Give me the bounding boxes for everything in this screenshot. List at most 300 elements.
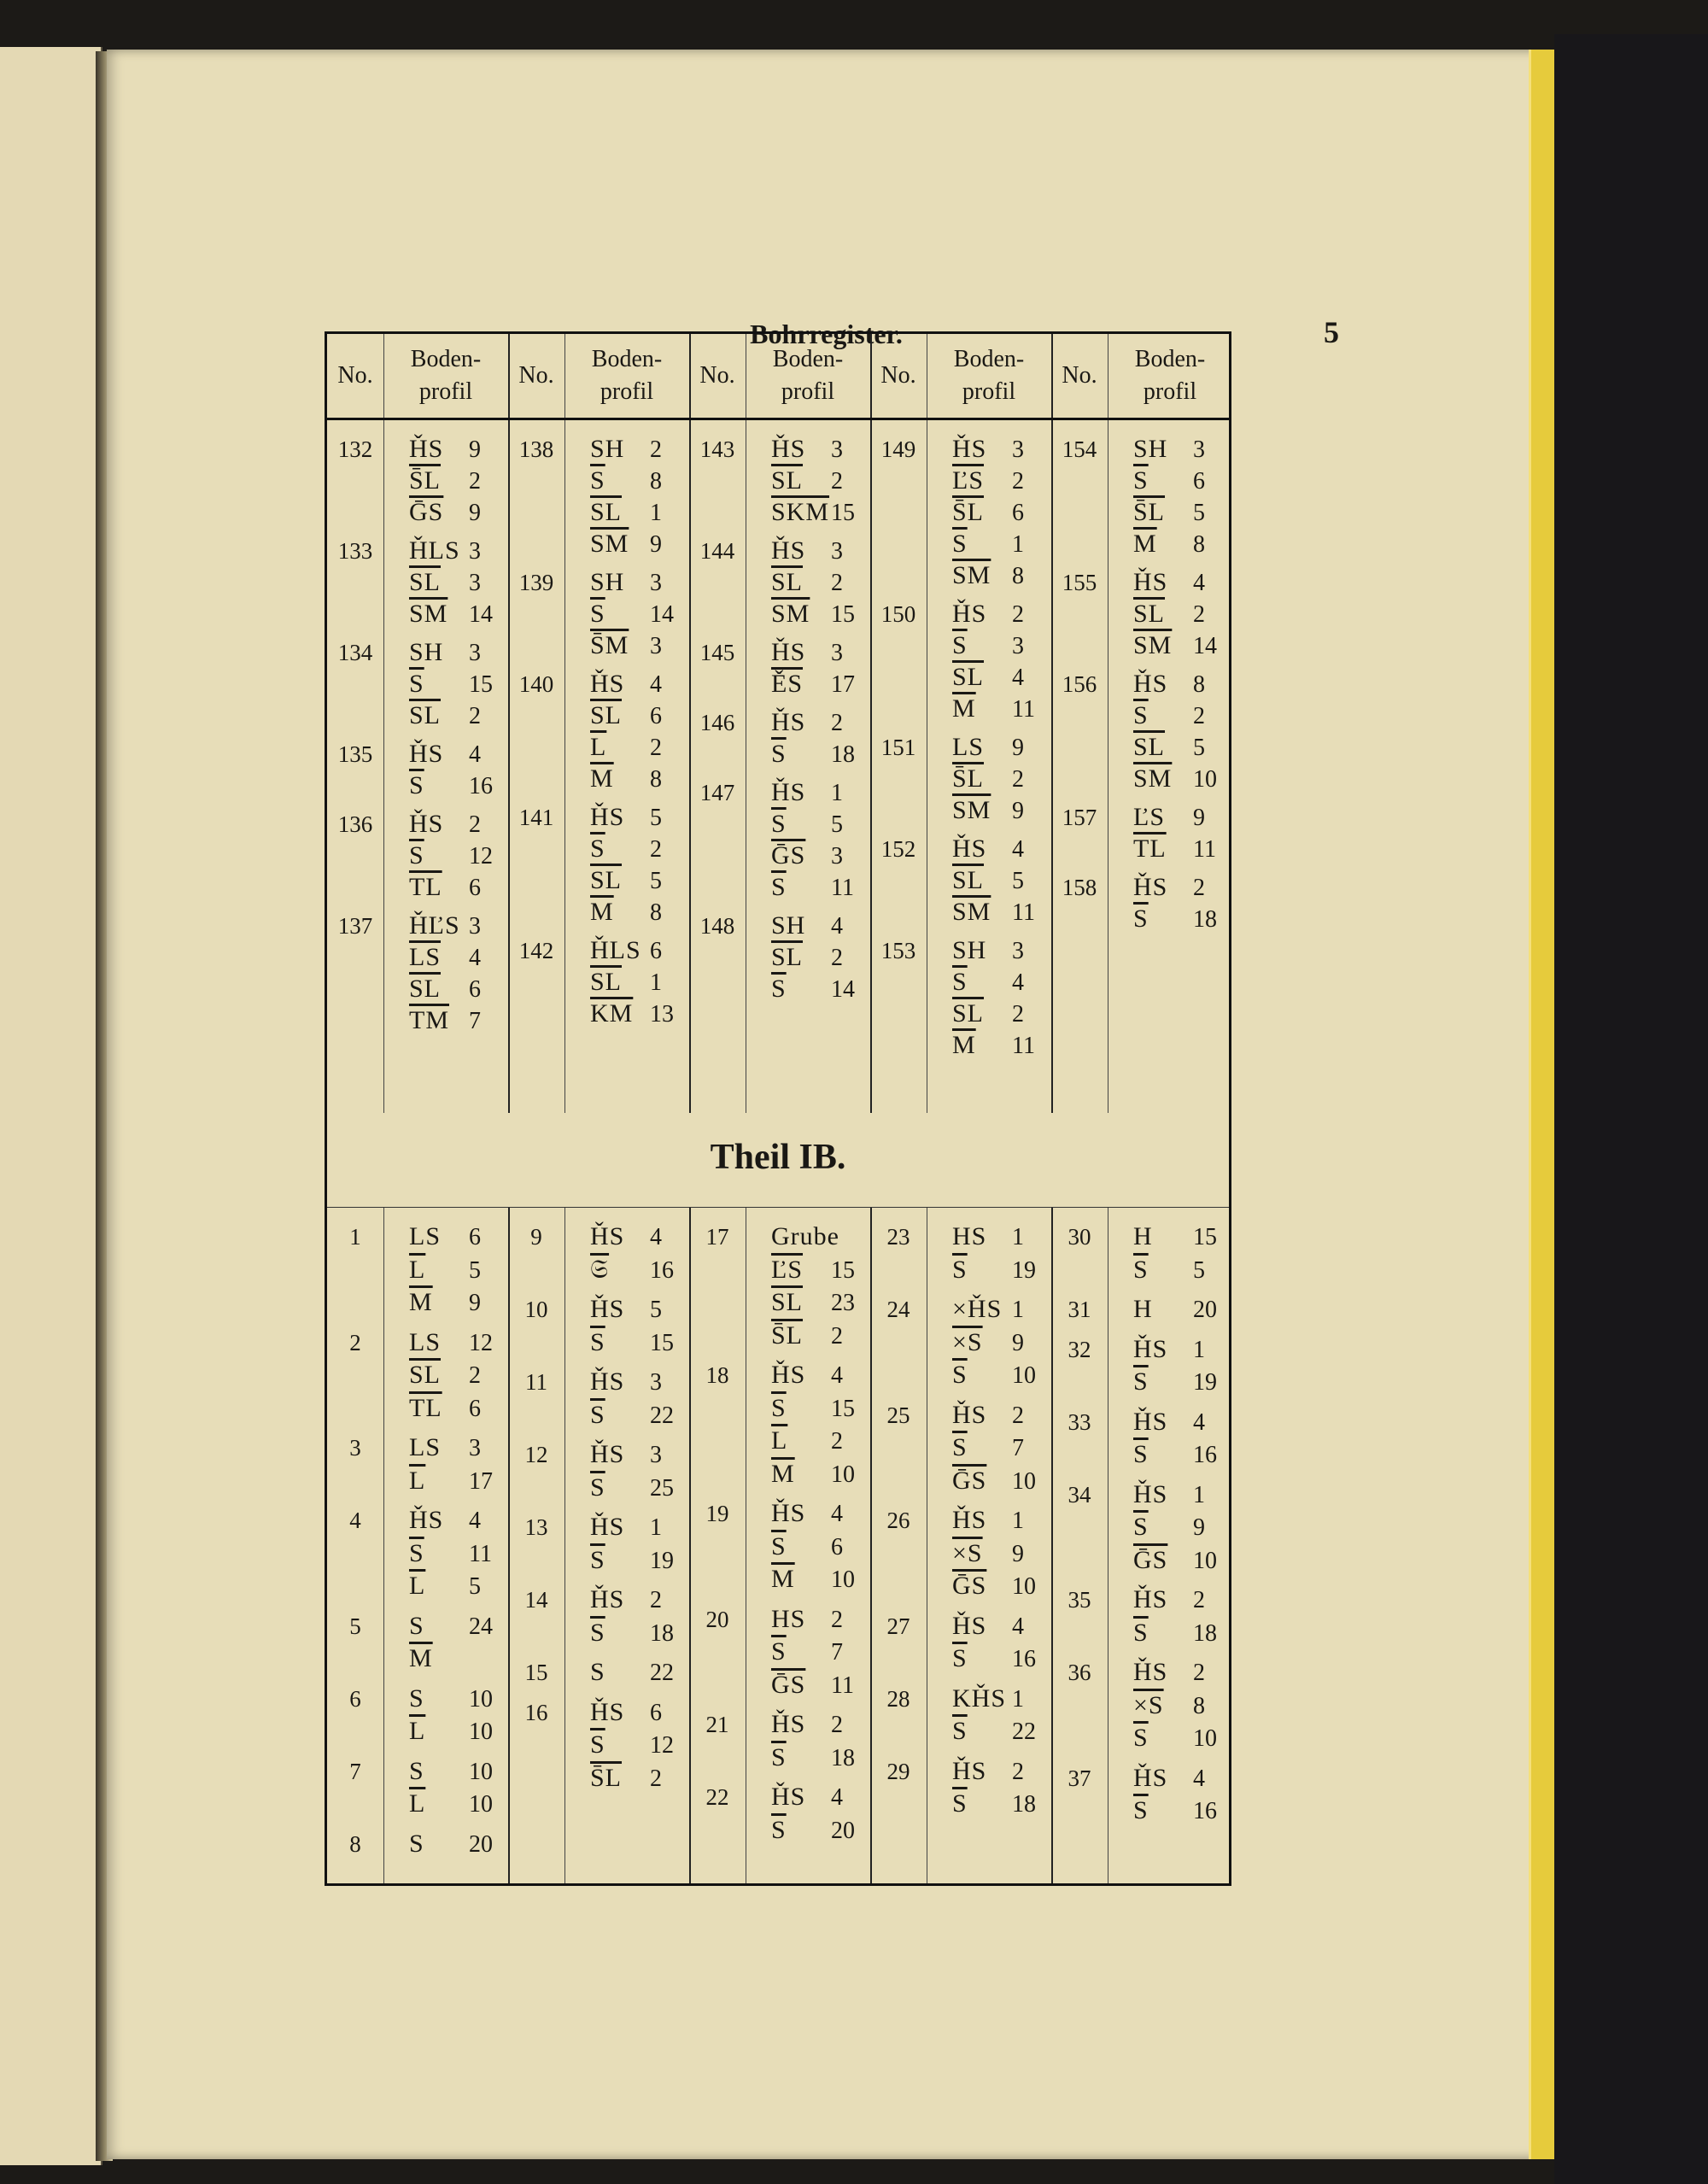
soil-layer-symbol: $\overline{SL}$ [1133, 600, 1166, 628]
entry-number: 1 [349, 1224, 361, 1250]
soil-layer-depth: 4 [1012, 1613, 1024, 1640]
entry-number: 22 [705, 1784, 729, 1810]
soil-layer-symbol: SH [1133, 435, 1168, 463]
soil-layer-depth: 15 [831, 500, 855, 526]
soil-layer-symbol: $\overline{TL}$ [1133, 834, 1167, 863]
soil-layer-symbol: $\overline{S}$ [1133, 1440, 1149, 1468]
soil-layer-symbol: $\overline{SM}$ [952, 796, 991, 824]
soil-layer-depth: 19 [1193, 1369, 1217, 1396]
soil-layer-symbol: ȞS [771, 435, 806, 463]
soil-layer-symbol: $\overline{S}$ [771, 975, 787, 1003]
soil-layer-depth: 22 [1012, 1719, 1036, 1745]
soil-layer-symbol: ȞS [590, 1697, 625, 1726]
soil-layer-depth: 10 [469, 1758, 493, 1785]
soil-layer-depth: 16 [1012, 1646, 1036, 1672]
soil-layer-symbol: $\overline{M}$ [952, 694, 976, 723]
soil-layer-symbol: ȞS [409, 810, 444, 838]
soil-layer-symbol: $\overline{S}$ [409, 670, 424, 698]
soil-layer-depth: 11 [1193, 836, 1216, 863]
soil-layer-symbol: HS [952, 1222, 987, 1250]
soil-layer-depth: 4 [831, 1784, 843, 1811]
soil-layer-symbol: ȞS [1133, 1334, 1168, 1363]
soil-layer-symbol: S̄M [590, 631, 629, 659]
soil-layer-depth: 4 [469, 945, 481, 971]
column-rule [1051, 334, 1053, 1883]
entry-number: 13 [524, 1514, 548, 1540]
soil-layer-symbol: $\overline{S}$ [1133, 1796, 1149, 1824]
soil-layer-symbol: $\overline{M}$ [771, 1459, 795, 1488]
soil-layer-symbol: $\overline{S}$ [590, 834, 605, 863]
soil-layer-depth: 7 [1012, 1435, 1024, 1461]
soil-layer-depth: 6 [831, 1533, 843, 1560]
header-bodenprofil: Boden- profil [410, 346, 482, 405]
soil-layer-depth: 3 [1012, 938, 1024, 964]
entry-number: 34 [1068, 1481, 1091, 1508]
soil-layer-depth: 8 [1012, 563, 1024, 589]
soil-layer-symbol: $\overline{SL}$ [409, 701, 442, 729]
soil-layer-depth: 1 [650, 1514, 662, 1541]
soil-layer-symbol: $\overline{S}$ [1133, 466, 1149, 495]
soil-layer-depth: 16 [1193, 1798, 1217, 1824]
soil-layer-depth: 4 [1193, 1408, 1205, 1436]
entry-number: 29 [886, 1758, 910, 1784]
soil-layer-depth: 3 [469, 570, 481, 596]
soil-layer-depth: 1 [1193, 1336, 1205, 1363]
soil-layer-depth: 9 [1012, 1329, 1024, 1356]
soil-layer-depth: 4 [1012, 969, 1024, 996]
soil-layer-symbol: $\overline{S}$ [771, 1531, 787, 1560]
soil-layer-depth: 4 [650, 1224, 662, 1250]
soil-layer-symbol: ȞS [590, 1585, 625, 1613]
soil-layer-depth: 3 [469, 538, 481, 565]
soil-layer-depth: 12 [469, 843, 493, 870]
entry-number: 21 [705, 1712, 729, 1737]
soil-layer-depth: 2 [831, 1428, 843, 1455]
soil-layer-symbol: ȞS [952, 834, 987, 863]
soil-layer-depth: 7 [831, 1639, 843, 1666]
soil-layer-symbol: $\overline{SL}$ [952, 999, 985, 1028]
soil-layer-symbol: ȞĽS [409, 911, 460, 940]
soil-layer-depth: 5 [1012, 868, 1024, 894]
soil-layer-depth: 1 [650, 969, 662, 996]
entry-number: 144 [699, 538, 735, 564]
soil-layer-symbol: $\overline{S}$ [590, 1327, 605, 1356]
soil-layer-depth: 19 [1012, 1256, 1036, 1284]
soil-layer-depth: 1 [650, 500, 662, 526]
soil-layer-symbol: $\overline{SL}$ [590, 866, 623, 894]
soil-layer-symbol: $\overline{SM}$ [952, 898, 991, 926]
soil-layer-depth: 3 [650, 633, 662, 659]
soil-layer-depth: 14 [1193, 633, 1217, 659]
book-cover [1554, 34, 1708, 2184]
soil-layer-depth: 2 [469, 1362, 481, 1389]
soil-layer-depth: 3 [469, 1435, 481, 1461]
header-no: No. [1062, 362, 1097, 389]
soil-layer-symbol: ×ȞS [952, 1295, 1003, 1323]
soil-layer-symbol: ȞS [1133, 670, 1168, 698]
soil-layer-symbol: $\overline{ĽS}$ [952, 466, 985, 495]
soil-layer-symbol: $\overline{SM}$ [409, 600, 448, 628]
soil-layer-depth: 22 [650, 1402, 674, 1429]
no-column-rule [383, 334, 384, 1883]
soil-layer-depth: 2 [1193, 1660, 1205, 1686]
soil-layer-depth: 12 [469, 1329, 493, 1356]
soil-layer-depth: 22 [650, 1660, 674, 1686]
entry-number: 7 [349, 1758, 361, 1784]
soil-layer-symbol: $\overline{SL}$ [409, 568, 442, 596]
soil-layer-depth: 4 [831, 913, 843, 940]
soil-layer-depth: 10 [831, 1461, 855, 1488]
soil-layer-depth: 4 [1012, 836, 1024, 863]
soil-layer-depth: 10 [1012, 1362, 1036, 1389]
soil-layer-symbol: $\overline{M}$ [590, 764, 614, 793]
soil-layer-symbol: $\overline{L}$ [409, 1255, 426, 1284]
soil-layer-symbol: SH [590, 435, 625, 463]
entry-number: 143 [699, 436, 735, 462]
soil-layer-depth: 2 [1193, 703, 1205, 729]
soil-layer-depth: 5 [831, 811, 843, 838]
soil-layer-depth: 2 [831, 570, 843, 596]
soil-layer-symbol: ȞS [590, 1513, 625, 1541]
entry-number: 3 [349, 1435, 361, 1461]
soil-layer-depth: 5 [650, 1297, 662, 1323]
entry-number: 9 [530, 1224, 542, 1250]
soil-layer-symbol: ȞS [771, 1361, 806, 1389]
soil-layer-symbol: ȞS [590, 670, 625, 698]
soil-layer-depth: 2 [469, 811, 481, 838]
soil-layer-symbol: $\overline{S}$ [409, 841, 424, 870]
soil-layer-depth: 9 [1012, 735, 1024, 761]
soil-layer-depth: 3 [1012, 633, 1024, 659]
soil-layer-symbol: $\overline{S}$ [952, 631, 968, 659]
soil-layer-depth: 2 [650, 735, 662, 761]
soil-layer-symbol: $\overline{M}$ [771, 1565, 795, 1593]
soil-layer-symbol: S̄L [952, 498, 985, 526]
soil-layer-depth: 10 [1193, 1725, 1217, 1752]
soil-layer-depth: 2 [650, 836, 662, 863]
soil-layer-symbol: ȞS [952, 435, 987, 463]
soil-layer-symbol: $\overline{L}$ [771, 1426, 788, 1455]
soil-layer-symbol: $\overline{S}$ [952, 1433, 968, 1461]
soil-layer-depth: 2 [650, 436, 662, 463]
soil-layer-depth: 10 [1012, 1573, 1036, 1600]
soil-layer-symbol: $\overline{ĽS}$ [771, 1255, 804, 1284]
entry-number: 24 [886, 1297, 910, 1322]
soil-layer-depth: 1 [831, 780, 843, 806]
soil-layer-depth: 3 [650, 1369, 662, 1396]
soil-layer-symbol: $\overline{S}$ [771, 1815, 787, 1844]
soil-layer-depth: 8 [1193, 531, 1205, 558]
entry-number: 15 [524, 1660, 548, 1685]
soil-layer-symbol: $\overline{S}$ [590, 1545, 605, 1574]
soil-layer-symbol: $\overline{SL}$ [409, 1361, 442, 1389]
soil-layer-symbol: ȞS [590, 1367, 625, 1396]
soil-layer-symbol: S̄L [771, 1320, 804, 1350]
soil-layer-depth: 4 [1193, 570, 1205, 596]
soil-layer-symbol: $\overline{S}$ [952, 1255, 968, 1284]
soil-layer-symbol: Grube [771, 1222, 839, 1250]
soil-layer-depth: 9 [650, 531, 662, 558]
soil-layer-symbol: ȞS [1133, 568, 1168, 596]
soil-layer-symbol: $\overline{SM}$ [1133, 764, 1173, 793]
header-no: No. [337, 362, 373, 389]
soil-layer-symbol: ȞS [771, 638, 806, 666]
header-bodenprofil: Boden- profil [591, 346, 663, 405]
entry-number: 135 [337, 741, 373, 767]
soil-layer-depth: 9 [1012, 1540, 1024, 1567]
soil-layer-depth: 11 [831, 875, 854, 901]
soil-layer-depth: 4 [469, 1508, 481, 1534]
soil-layer-symbol: $\overline{S}$ [771, 1637, 787, 1666]
soil-layer-depth: 4 [469, 741, 481, 768]
column-rule [508, 334, 510, 1883]
soil-layer-symbol: $\overline{S}$ [771, 1742, 787, 1771]
soil-layer-depth: 10 [469, 1685, 493, 1713]
soil-layer-depth: 8 [650, 468, 662, 495]
soil-layer-depth: 18 [1193, 1619, 1217, 1647]
soil-layer-depth: 11 [831, 1672, 854, 1699]
soil-layer-symbol: ȞS [590, 1295, 625, 1323]
entry-number: 137 [337, 913, 373, 939]
soil-layer-symbol: $\overline{SM}$ [590, 530, 629, 558]
soil-layer-symbol: ȞS [1133, 873, 1168, 901]
entry-number: 25 [886, 1402, 910, 1428]
soil-layer-symbol: ȞLS [590, 936, 641, 964]
entry-number: 150 [880, 601, 916, 627]
entry-number: 19 [705, 1501, 729, 1526]
soil-layer-symbol: $\overline{TL}$ [409, 873, 442, 901]
soil-layer-symbol: $\overline{SL}$ [590, 498, 623, 526]
soil-layer-symbol: $\overline{ḠS}$ [952, 1572, 987, 1600]
soil-layer-depth: 23 [831, 1290, 855, 1316]
entry-number: 10 [524, 1297, 548, 1322]
soil-layer-symbol: $\overline{SL}$ [590, 968, 623, 996]
soil-layer-depth: 6 [1012, 500, 1024, 526]
soil-layer-depth: 14 [831, 976, 855, 1003]
soil-layer-depth: 3 [469, 640, 481, 666]
soil-layer-symbol: S [409, 1829, 424, 1858]
entry-number: 153 [880, 938, 916, 963]
soil-layer-symbol: ȞS [409, 1506, 444, 1534]
soil-layer-depth: 2 [1012, 1758, 1024, 1785]
soil-layer-symbol: H [1133, 1295, 1153, 1323]
entry-number: 4 [349, 1508, 361, 1533]
soil-layer-depth: 1 [1012, 1224, 1024, 1250]
soil-layer-depth: 9 [469, 436, 481, 463]
soil-layer-symbol: $\overline{ḠS}$ [771, 841, 806, 870]
entry-number: 23 [886, 1224, 910, 1250]
soil-layer-depth: 4 [831, 1362, 843, 1389]
soil-layer-depth: 14 [469, 601, 493, 628]
soil-layer-symbol: ×S [952, 1538, 983, 1567]
entry-number: 14 [524, 1587, 548, 1613]
section-rule-bottom [327, 1207, 1229, 1208]
soil-layer-depth: 3 [831, 436, 843, 463]
soil-layer-symbol: $\overline{S}$ [1133, 1255, 1149, 1284]
soil-layer-symbol: $\overline{SL}$ [952, 866, 985, 894]
soil-layer-symbol: ȞS [952, 600, 987, 628]
entry-number: 148 [699, 913, 735, 939]
soil-layer-symbol: SH [952, 936, 987, 964]
soil-layer-depth: 6 [650, 1699, 662, 1726]
soil-layer-symbol: $\overline{S}$ [1133, 701, 1149, 729]
soil-layer-depth: 3 [831, 538, 843, 565]
soil-layer-symbol: $\overline{KM}$ [590, 999, 634, 1028]
soil-layer-symbol: $\overline{SL}$ [409, 975, 442, 1003]
entry-number: 30 [1068, 1224, 1091, 1250]
soil-layer-depth: 15 [1193, 1224, 1217, 1250]
soil-layer-symbol: $\overline{S}$ [590, 1473, 605, 1502]
soil-layer-depth: 3 [650, 1442, 662, 1468]
entry-number: 133 [337, 538, 373, 564]
soil-layer-depth: 6 [469, 1395, 481, 1422]
entry-number: 12 [524, 1442, 548, 1467]
soil-layer-symbol: $\overline{S}$ [590, 1730, 605, 1759]
soil-layer-depth: 18 [831, 741, 855, 768]
soil-layer-depth: 4 [831, 1501, 843, 1527]
bohrregister-table [325, 331, 1231, 1886]
soil-layer-symbol: ȞS [590, 803, 625, 831]
soil-layer-depth: 1 [1193, 1481, 1205, 1508]
soil-layer-depth: 8 [650, 899, 662, 926]
soil-layer-symbol: SH [771, 911, 806, 940]
soil-layer-depth: 20 [831, 1817, 855, 1844]
page-edges [1529, 50, 1557, 2159]
soil-layer-depth: 6 [650, 938, 662, 964]
soil-layer-symbol: ȞS [952, 1756, 987, 1785]
soil-layer-symbol: $\overline{ĚS}$ [771, 670, 804, 698]
soil-layer-symbol: $\overline{M}$ [590, 898, 614, 926]
soil-layer-depth: 2 [1012, 766, 1024, 793]
soil-layer-symbol: ȞS [952, 1400, 987, 1429]
soil-layer-symbol: $\overline{S}$ [1133, 1724, 1149, 1752]
soil-layer-depth: 1 [1012, 1297, 1024, 1323]
soil-layer-depth: 24 [469, 1613, 493, 1640]
running-title: Bohrregister. [750, 319, 903, 349]
soil-layer-symbol: LS [952, 733, 985, 761]
soil-layer-symbol: $\overline{SL}$ [771, 466, 804, 495]
entry-number: 146 [699, 710, 735, 735]
soil-layer-symbol: ȞS [771, 1499, 806, 1527]
soil-layer-depth: 9 [469, 1290, 481, 1316]
soil-layer-symbol: LS [409, 1327, 442, 1356]
soil-layer-depth: 6 [469, 976, 481, 1003]
entry-number: 152 [880, 836, 916, 862]
soil-layer-depth: 11 [1012, 899, 1035, 926]
soil-layer-depth: 9 [1012, 798, 1024, 824]
soil-layer-symbol: $\overline{S}$ [771, 740, 787, 768]
soil-layer-depth: 18 [650, 1619, 674, 1647]
page-number: 5 [1324, 315, 1339, 349]
soil-layer-depth: 2 [650, 1587, 662, 1613]
entry-number: 136 [337, 811, 373, 837]
soil-layer-depth: 2 [1193, 875, 1205, 901]
soil-layer-symbol: ȞS [590, 1222, 625, 1250]
entry-number: 8 [349, 1830, 361, 1857]
soil-layer-symbol: ȞS [1133, 1585, 1168, 1613]
soil-layer-symbol: $\overline{S}$ [590, 1400, 605, 1429]
soil-layer-symbol: $\overline{S}$ [590, 1618, 605, 1647]
soil-layer-depth: 2 [1193, 1587, 1205, 1613]
soil-layer-symbol: $\overline{ḠS}$ [1133, 1545, 1168, 1574]
soil-layer-symbol: $\overline{S}$ [771, 810, 787, 838]
soil-layer-symbol: $\overline{L}$ [409, 1466, 426, 1495]
entry-number: 16 [524, 1699, 548, 1725]
soil-layer-symbol: SH [409, 638, 444, 666]
soil-layer-depth: 15 [831, 601, 855, 628]
entry-number: 138 [518, 436, 554, 462]
entry-number: 31 [1068, 1297, 1091, 1322]
soil-layer-symbol: S [409, 1611, 424, 1640]
soil-layer-depth: 12 [650, 1732, 674, 1759]
header-bodenprofil: Boden- profil [772, 346, 844, 405]
soil-layer-symbol: H [1133, 1222, 1153, 1250]
soil-layer-symbol: $\overline{TL}$ [409, 1393, 442, 1422]
soil-layer-symbol: $\overline{SM}$ [771, 600, 810, 628]
soil-layer-depth: 2 [1012, 468, 1024, 495]
header-rule [327, 418, 1229, 420]
soil-layer-depth: 15 [831, 1256, 855, 1284]
soil-layer-depth: 1 [1012, 1685, 1024, 1713]
soil-layer-depth: 10 [469, 1719, 493, 1745]
soil-layer-depth: 2 [831, 1606, 843, 1633]
soil-layer-symbol: ȞS [771, 1783, 806, 1811]
soil-layer-depth: 5 [1193, 735, 1205, 761]
entry-number: 28 [886, 1685, 910, 1712]
soil-layer-depth: 25 [650, 1474, 674, 1502]
soil-layer-symbol: $\overline{SM}$ [1133, 631, 1173, 659]
soil-layer-symbol: $\overline{S}$ [1133, 1618, 1149, 1647]
soil-layer-symbol: $\overline{S}$ [590, 466, 605, 495]
soil-layer-depth: 3 [831, 640, 843, 666]
soil-layer-depth: 8 [1193, 1692, 1205, 1719]
soil-layer-depth: 6 [469, 1224, 481, 1250]
soil-layer-depth: 16 [650, 1256, 674, 1284]
section-title: Theil IB. [710, 1138, 846, 1177]
entry-number: 32 [1068, 1336, 1091, 1362]
soil-layer-symbol: ĽS [1133, 803, 1166, 831]
soil-layer-depth: 2 [650, 1765, 662, 1792]
soil-layer-symbol: SH [590, 568, 625, 596]
soil-layer-depth: 8 [650, 766, 662, 793]
soil-layer-depth: 2 [831, 1712, 843, 1738]
soil-layer-depth: 18 [831, 1744, 855, 1771]
soil-layer-symbol: S [409, 1756, 424, 1785]
entry-number: 149 [880, 436, 916, 462]
entry-number: 157 [1062, 805, 1097, 830]
soil-layer-depth: 6 [469, 875, 481, 901]
soil-layer-depth: 14 [650, 601, 674, 628]
soil-layer-depth: 9 [1193, 1514, 1205, 1541]
soil-layer-depth: 2 [1012, 1402, 1024, 1429]
soil-layer-depth: 11 [469, 1540, 492, 1567]
soil-layer-symbol: $\overline{S}$ [1133, 905, 1149, 933]
soil-layer-symbol: $\overline{L}$ [409, 1572, 426, 1600]
soil-layer-symbol: S [590, 1658, 605, 1686]
soil-layer-symbol: ȞS [952, 1611, 987, 1640]
soil-layer-depth: 4 [650, 671, 662, 698]
soil-layer-symbol: ȞS [1133, 1407, 1168, 1436]
soil-layer-depth: 2 [831, 945, 843, 971]
soil-layer-symbol: ȞS [1133, 1479, 1168, 1508]
soil-layer-symbol: $\overline{S}$ [771, 1393, 787, 1422]
entry-number: 35 [1068, 1587, 1091, 1613]
soil-layer-depth: 5 [469, 1256, 481, 1284]
soil-layer-symbol: $\overline{M}$ [409, 1644, 433, 1672]
header-no: No. [699, 362, 735, 389]
entry-number: 36 [1068, 1660, 1091, 1685]
column-rule [870, 334, 872, 1883]
